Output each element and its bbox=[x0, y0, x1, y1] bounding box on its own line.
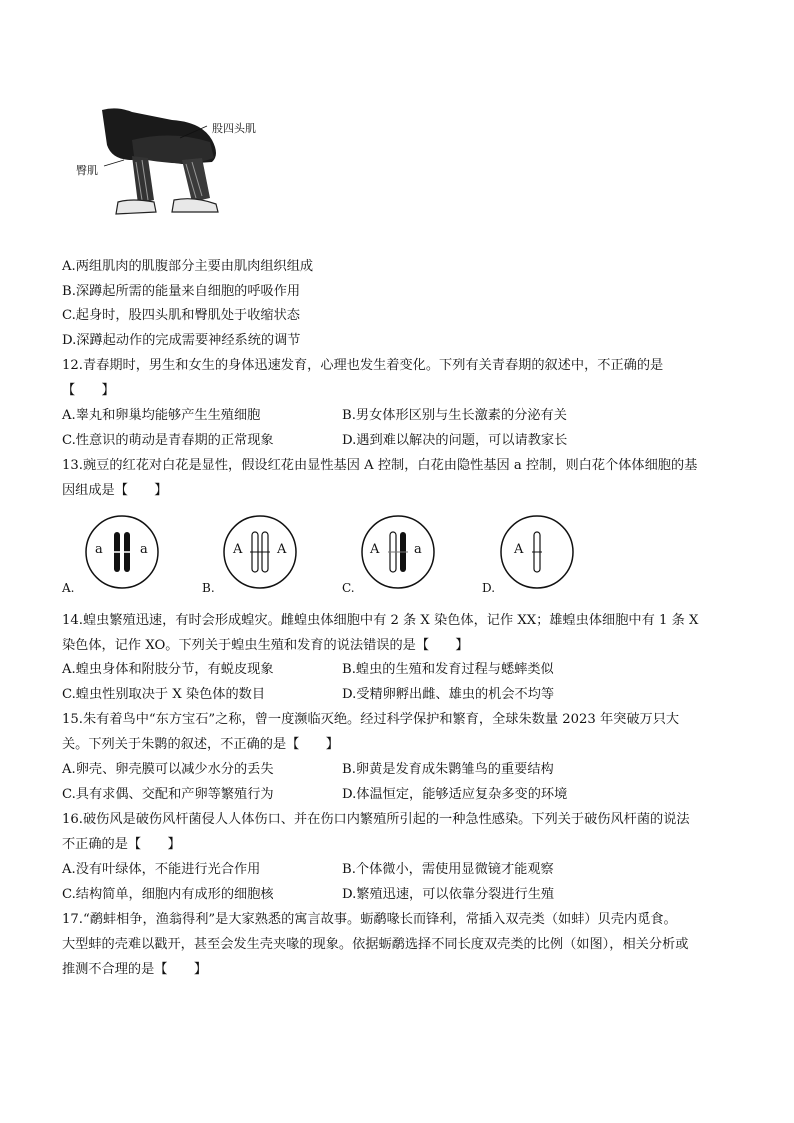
q11-option-d: D.深蹲起动作的完成需要神经系统的调节 bbox=[62, 333, 301, 348]
q16-stem: 16.破伤风是破伤风杆菌侵人人体伤口、并在伤口内繁殖所引起的一种急性感染。下列关于破伤风杆菌的说法 bbox=[62, 812, 690, 827]
q11-option-c: C.起身时，股四头肌和臀肌处于收缩状态 bbox=[62, 308, 300, 323]
q12-stem: 12.青春期时，男生和女生的身体迅速发育，心理也发生着变化。下列有关青春期的叙述中，不正确的是 bbox=[62, 358, 664, 373]
cell-c-left-allele: A bbox=[370, 542, 380, 557]
q15-option-b: B.卵黄是发育成朱鹮雏鸟的重要结构 bbox=[342, 762, 554, 777]
q12-stem-bracket: 【 】 bbox=[62, 383, 115, 398]
cell-b-left-allele: A bbox=[233, 542, 243, 557]
cell-option-a bbox=[62, 512, 192, 598]
label-gluteus: 臀肌 bbox=[76, 164, 98, 177]
q14-option-a: A.蝗虫身体和附肢分节，有蜕皮现象 bbox=[62, 662, 274, 677]
q17-stem-line3: 推测不合理的是【 】 bbox=[62, 962, 208, 977]
cell-option-d bbox=[482, 512, 612, 598]
muscle-figure bbox=[62, 100, 262, 220]
q14-option-c: C.蝗虫性别取决于 X 染色体的数目 bbox=[62, 687, 266, 702]
q16-stem-line2: 不正确的是【 】 bbox=[62, 837, 181, 852]
cell-a-letter: A. bbox=[62, 581, 75, 595]
q15-stem-line2: 关。下列关于朱鹮的叙述，不正确的是【 】 bbox=[62, 737, 339, 752]
q13-stem-line2: 因组成是【 】 bbox=[62, 483, 168, 498]
q12-option-a: A.睾丸和卵巢均能够产生生殖细胞 bbox=[62, 408, 261, 423]
q11-option-b: B.深蹲起所需的能量来自细胞的呼吸作用 bbox=[62, 284, 301, 299]
cell-option-b bbox=[202, 512, 332, 598]
q16-option-c: C.结构简单，细胞内有成形的细胞核 bbox=[62, 887, 274, 902]
cell-c-letter: C. bbox=[342, 581, 355, 595]
q14-stem: 14.蝗虫繁殖迅速，有时会形成蝗灾。雌蝗虫体细胞中有 2 条 X 染色体，记作 XX；雄蝗虫体细胞中有 1 条 X bbox=[62, 613, 699, 628]
q16-option-d: D.繁殖迅速，可以依靠分裂进行生殖 bbox=[342, 887, 555, 902]
cell-c-right-allele: a bbox=[414, 542, 422, 557]
cell-a-left-allele: a bbox=[95, 542, 103, 557]
q13-stem: 13.豌豆的红花对白花是显性，假设红花由显性基因 A 控制，白花由隐性基因 a 控制，则白花个体体细胞的基 bbox=[62, 458, 698, 473]
q16-option-a: A.没有叶绿体，不能进行光合作用 bbox=[62, 862, 261, 877]
q14-stem-line2: 染色体，记作 XO。下列关于蝗虫生殖和发育的说法错误的是【 】 bbox=[62, 638, 469, 653]
q15-option-a: A.卵壳、卵壳膜可以减少水分的丢失 bbox=[62, 762, 274, 777]
q14-option-d: D.受精卵孵出雌、雄虫的机会不均等 bbox=[342, 687, 555, 702]
label-quadriceps: 股四头肌 bbox=[212, 122, 256, 135]
q12-option-c: C.性意识的萌动是青春期的正常现象 bbox=[62, 433, 274, 448]
q14-option-b: B.蝗虫的生殖和发育过程与蟋蟀类似 bbox=[342, 662, 554, 677]
squat-illustration bbox=[62, 100, 262, 220]
cell-option-c bbox=[342, 512, 472, 598]
cell-b-right-allele: A bbox=[277, 542, 287, 557]
cell-d-left-allele: A bbox=[514, 542, 524, 557]
cell-d-letter: D. bbox=[482, 581, 496, 595]
q12-option-b: B.男女体形区别与生长激素的分泌有关 bbox=[342, 408, 567, 423]
q11-option-a: A.两组肌肉的肌腹部分主要由肌肉组织组成 bbox=[62, 259, 314, 274]
q15-option-c: C.具有求偶、交配和产卵等繁殖行为 bbox=[62, 787, 274, 802]
q17-stem-line2: 大型蚌的壳难以戳开，甚至会发生壳夹喙的现象。依据蛎鹬选择不同长度双壳类的比例（如图），相关分析或 bbox=[62, 937, 689, 952]
q15-stem: 15.朱有着鸟中“东方宝石”之称，曾一度濒临灭绝。经过科学保护和繁育，全球朱数量 2023 年突破万只大 bbox=[62, 712, 680, 727]
q15-option-d: D.体温恒定，能够适应复杂多变的环境 bbox=[342, 787, 568, 802]
cell-a-right-allele: a bbox=[140, 542, 148, 557]
cell-b-letter: B. bbox=[202, 581, 215, 595]
q17-stem: 17.“鹬蚌相争，渔翁得利”是大家熟悉的寓言故事。蛎鹬喙长而锋利，常插入双壳类（如蚌）贝壳内觅食。 bbox=[62, 912, 677, 927]
q16-option-b: B.个体微小，需使用显微镜才能观察 bbox=[342, 862, 554, 877]
q12-option-d: D.遇到难以解决的问题，可以请教家长 bbox=[342, 433, 568, 448]
